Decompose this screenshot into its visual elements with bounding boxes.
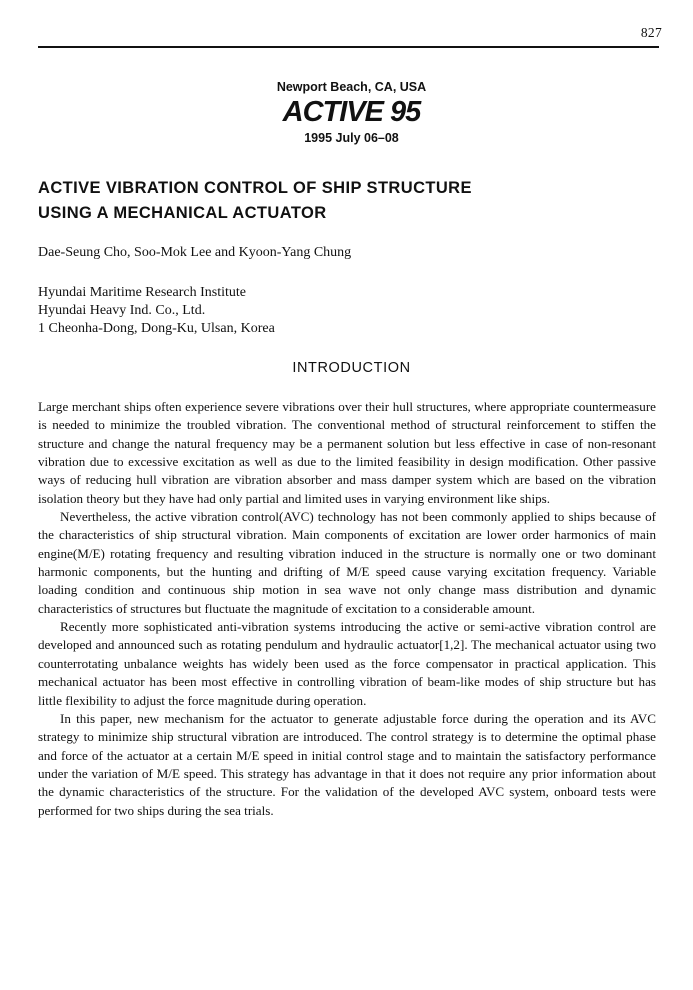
paragraph: Nevertheless, the active vibration control(AVC) technology has not been commonly applied to ships because of the characteristics of ship structural vibration. Main components of excitation are lower order harmonics of main engine(M/E) rotating frequency and resulting vibration induced in the structure is normally one or two dominant harmonic components, but the hunting and drifting of M/E speed cause varying excitation frequency. Variable loading condition and continuous ship motion in sea wave not only change mass distribution and dynamic characteristics of structures but fluctuate the magnitude of excitation to a considerable amount. — [38, 509, 656, 616]
paper-title — [38, 176, 658, 226]
paper-title-line: ACTIVE VIBRATION CONTROL OF SHIP STRUCTURE — [38, 179, 472, 197]
authors: Dae-Seung Cho, Soo-Mok Lee and Kyoon-Yang Chung — [38, 245, 352, 260]
paragraph: Recently more sophisticated anti-vibration systems introducing the active or semi-active vibration control are developed and announced such as rotating pendulum and hydraulic actuator[1,2]. The mechanical actuator using two counterrotating unbalance weights has widely been used as the force compensator in practical application. This mechanical actuator has been most effective in controlling vibration of beam-like modes of ship structure but has little flexibility to adjust the force magnitude during operation. — [38, 619, 656, 708]
affiliation-line: Hyundai Heavy Ind. Co., Ltd. — [38, 303, 206, 318]
paper-title-line: USING A MECHANICAL ACTUATOR — [38, 204, 327, 222]
paragraph: In this paper, new mechanism for the actuator to generate adjustable force during the operation and its AVC strategy to minimize ship structural vibration are introduced. The control strategy is to determine the optimal phase and force of the actuator at a certain M/E speed in initial control stage and to maintain the satisfactory performance under the variation of M/E speed. This strategy has advantage in that it does not require any prior information about the dynamic characteristics of the structure. For the validation of the developed AVC system, onboard tests were performed for two ships during the sea trials. — [38, 710, 656, 818]
affiliation-line: Hyundai Maritime Research Institute — [38, 285, 246, 300]
conference-name: ACTIVE 95 — [282, 96, 421, 128]
affiliation — [38, 284, 275, 338]
section-heading: INTRODUCTION — [292, 360, 411, 376]
conference-location: Newport Beach, CA, USA — [276, 80, 427, 94]
header-rule — [38, 46, 659, 48]
conference-dates: 1995 July 06–08 — [304, 131, 399, 145]
body-text — [38, 398, 656, 820]
paragraph: Large merchant ships often experience severe vibrations over their hull structures, where appropriate countermeasure is needed to minimize the troubled vibration. The conventional method of structural reinforcement to stiffen the structure and change the natural frequency may be a permanent solution but less effective in case of non-resonant vibration due to excessive excitation as well as due to the limited feasibility in design modification. Other passive ways of reducing hull vibration are vibration absorber and mass damper system which are based on the vibration isolation theory but they have had only partial and limited uses in varying environment like ships. — [38, 399, 656, 506]
page-number: 827 — [640, 25, 662, 40]
affiliation-line: 1 Cheonha-Dong, Dong-Ku, Ulsan, Korea — [38, 321, 275, 336]
